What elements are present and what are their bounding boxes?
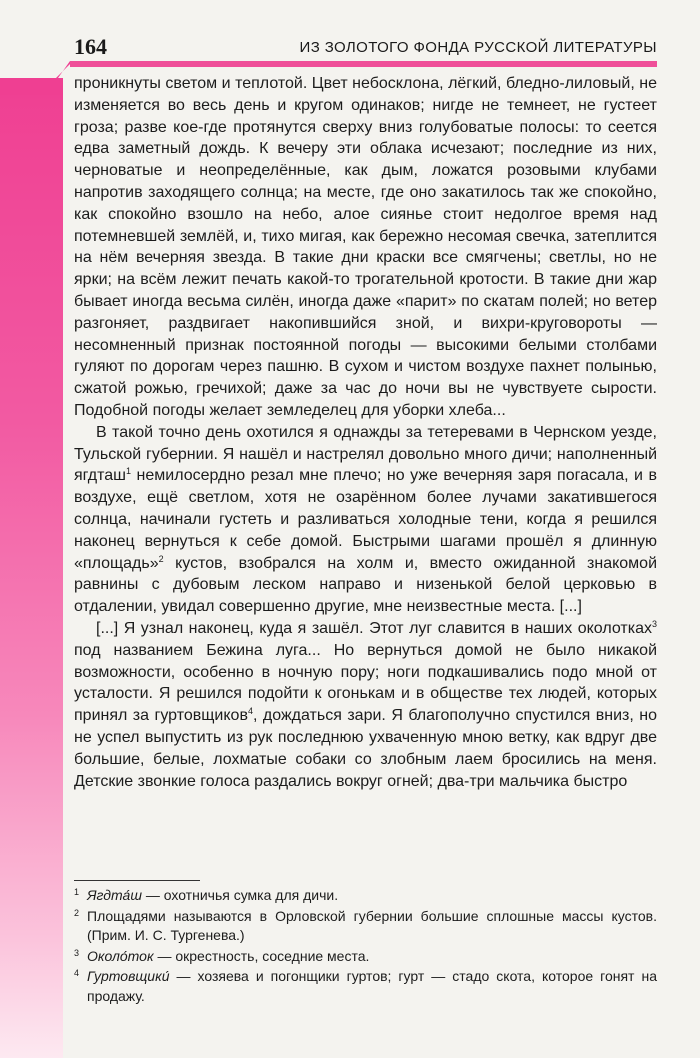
running-head: ИЗ ЗОЛОТОГО ФОНДА РУССКОЙ ЛИТЕРАТУРЫ — [299, 39, 657, 56]
footnote-number: 3 — [74, 947, 80, 958]
footnote-ref-4: 4 — [247, 706, 253, 717]
decorative-corner — [0, 55, 75, 95]
paragraph-2 — [74, 422, 657, 618]
paragraph-3-part-c: , дождаться зари. Я благополучно спустился вниз, но не успел выпустить из рук последнюю ухваченную мною ветку, как вдруг две большие, белые, лохматые собаки со злобным лаем бросились на меня. Детские звонкие голоса раздались вокруг огней; два-три мальчика быстро — [74, 707, 657, 790]
footnote-rule — [74, 880, 200, 881]
footnote-ref-1: 1 — [126, 466, 132, 477]
paragraph-2-part-c: кустов, взобрался на холм и, вместо ожиданной знакомой равнины с дубовым леском направо и низенькой белой церковью в отдалении, увидал совершенно другие, мне неизвестные места. [...] — [74, 554, 657, 616]
footnote-text: — хозяева и погонщики гуртов; гурт — стадо скота, которое гонят на продажу. — [87, 968, 657, 1004]
footnote-2 — [74, 907, 657, 946]
footnote-term: Ягдта́ш — [87, 887, 142, 903]
decorative-margin-band — [0, 78, 63, 1058]
footnote-number: 2 — [74, 907, 80, 918]
footnote-1 — [74, 886, 657, 906]
paragraph-3 — [74, 618, 657, 792]
footnote-text: — охотничья сумка для дичи. — [141, 887, 339, 903]
footnote-text: — окрестность, соседние места. — [153, 947, 370, 964]
header-rule — [70, 61, 657, 67]
paragraph-3-part-b: под названием Бежина луга... Но вернуться домой не было никакой возможности, особенно в ночную пору; ноги подкашивались подо мной от усталости. Я решился подойти к огонькам и в обществе тех людей, которых принял за гуртовщиков — [74, 641, 657, 725]
footnote-number: 1 — [74, 887, 80, 897]
footnote-text: Площадями называются в Орловской губернии большие сплошные массы кустов. (Прим. И. С. Тургенева.) — [87, 907, 657, 943]
paragraph-3-part-a: [...] Я узнал наконец, куда я зашёл. Этот луг славится в наших околотках — [96, 619, 652, 637]
footnote-ref-3: 3 — [651, 618, 657, 629]
footnote-4 — [74, 967, 657, 1006]
paragraph-1: проникнуты светом и теплотой. Цвет небосклона, лёгкий, бледно-лиловый, не изменяется во весь день и кругом одинаков; нигде не темнеет, не густеет гроза; разве кое-где протянутся сверху вниз голубоватые полосы: то сеется едва заметный дождь. К вечеру эти облака исчезают; последние из них, черноватые и неопределённые, как дым, ложатся розовыми клубами напротив заходящего солнца; на месте, где оно закатилось так же спокойно, как спокойно взошло на небо, алое сиянье стоит недолгое время над потемневшей землёй, и, тихо мигая, как бережно несомая свечка, затеплится на нём вечерняя звезда. В такие дни краски все смягчены; светлы, но не ярки; на всём лежит печать какой-то трогательной кротости. В такие дни жар бывает иногда весьма силён, иногда даже «парит» по скатам полей; но ветер разгоняет, раздвигает накопившийся зной, и вихри-круговороты — несомненный признак постоянной погоды — высокими белыми столбами гуляют по дорогам через пашню. В сухом и чистом воздухе пахнет полынью, сжатой рожью, гречихой; даже за час до ночи вы не чувствуете сырости. Подобной погоды желает земледелец для уборки хлеба... — [74, 75, 657, 419]
main-text — [74, 73, 657, 792]
paragraph-2-part-a: В такой точно день охотился я однажды за тетеревами в Чернском уезде, Тульской губернии. Я нашёл и настрелял довольно много дичи; наполненный ягдташ — [74, 423, 657, 485]
footnote-ref-2: 2 — [158, 553, 164, 564]
paragraph-2-part-b: немилосердно резал мне плечо; но уже вечерняя заря погасала, и в воздухе, ещё светлом, хотя не озарённом более лучами закатившегося солнца, начинали густеть и разливаться холодные тени, когда я решился наконец вернуться к себе домой. Быстрыми шагами прошёл я длинную «площадь» — [74, 467, 657, 572]
footnotes — [74, 886, 657, 1007]
footnote-term: Гуртовщики́ — [87, 968, 170, 984]
page-number: 164 — [74, 34, 107, 59]
footnote-3 — [74, 947, 657, 967]
footnote-number: 4 — [74, 968, 80, 978]
footnote-term: Около́ток — [87, 947, 154, 964]
